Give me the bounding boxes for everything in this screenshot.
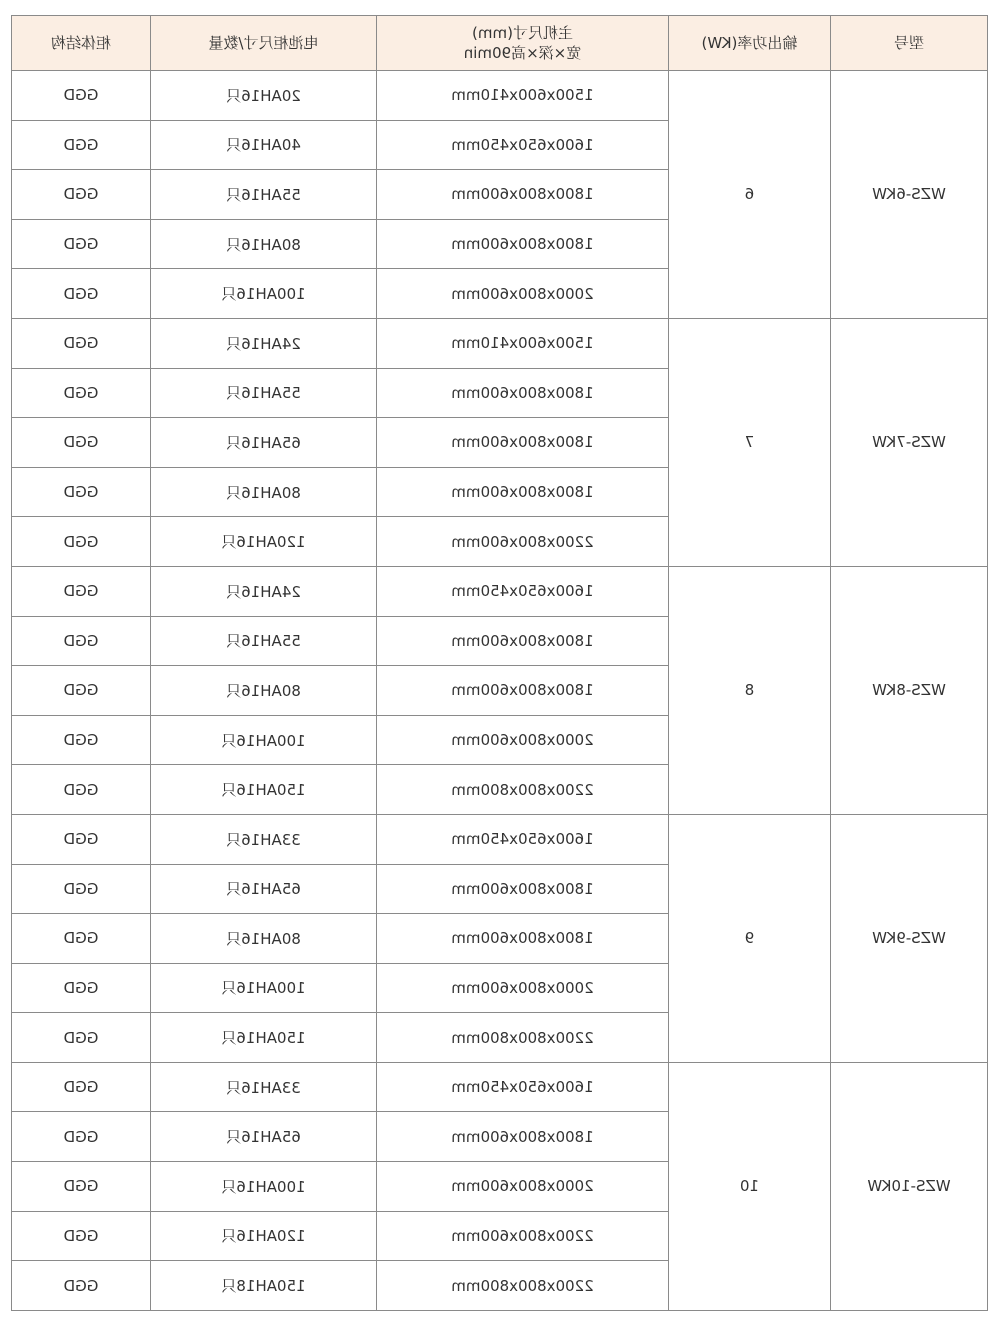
cabinet-cell: GGD [12, 715, 151, 765]
table-body [12, 71, 988, 1311]
cabinet-cell: GGD [12, 1162, 151, 1212]
battery-cell: 100AH16只 [151, 715, 377, 765]
battery-cell: 24AH16只 [151, 566, 377, 616]
power-cell: 7 [669, 318, 831, 566]
model-cell: WZS-10KW [831, 1062, 988, 1310]
host-size-cell: 2200x800x600mm [377, 517, 669, 567]
battery-cell: 55AH16只 [151, 368, 377, 418]
model-cell: WZS-9KW [831, 814, 988, 1062]
host-size-cell: 2000x800x600mm [377, 963, 669, 1013]
battery-cell: 150AH18只 [151, 1261, 377, 1311]
battery-cell: 65AH16只 [151, 1112, 377, 1162]
host-size-cell: 1800x800x600mm [377, 170, 669, 220]
table-row [12, 1062, 988, 1112]
host-size-cell: 1800x800x600mm [377, 914, 669, 964]
cabinet-cell: GGD [12, 1013, 151, 1063]
host-size-cell: 1600x650x450mm [377, 120, 669, 170]
table-row [12, 566, 988, 616]
host-size-cell: 2200x800x800mm [377, 1261, 669, 1311]
header-host-size [377, 16, 669, 71]
host-size-cell: 1800x800x600mm [377, 418, 669, 468]
host-size-cell: 1800x800x600mm [377, 467, 669, 517]
battery-cell: 55AH16只 [151, 170, 377, 220]
host-size-cell: 1500x600x410mm [377, 71, 669, 121]
cabinet-cell: GGD [12, 666, 151, 716]
cabinet-cell: GGD [12, 368, 151, 418]
battery-cell: 80AH16只 [151, 914, 377, 964]
header-cabinet: 柜体结构 [12, 16, 151, 71]
spec-table [11, 15, 988, 1311]
cabinet-cell: GGD [12, 765, 151, 815]
battery-cell: 33AH16只 [151, 1062, 377, 1112]
cabinet-cell: GGD [12, 120, 151, 170]
power-cell: 8 [669, 566, 831, 814]
host-size-cell: 1600x650x450mm [377, 566, 669, 616]
battery-cell: 100AH16只 [151, 1162, 377, 1212]
host-size-cell: 1800x800x600mm [377, 1112, 669, 1162]
cabinet-cell: GGD [12, 1112, 151, 1162]
battery-cell: 40AH16只 [151, 120, 377, 170]
host-size-cell: 2000x800x600mm [377, 1162, 669, 1212]
battery-cell: 20AH16只 [151, 71, 377, 121]
cabinet-cell: GGD [12, 1211, 151, 1261]
host-size-cell: 1800x800x600mm [377, 666, 669, 716]
cabinet-cell: GGD [12, 566, 151, 616]
header-row [12, 16, 988, 71]
host-size-cell: 1800x800x600mm [377, 219, 669, 269]
spec-sheet-mirrored [12, 15, 988, 1311]
header-host-line2: 宽×深×高90min [463, 44, 582, 62]
battery-cell: 80AH16只 [151, 219, 377, 269]
battery-cell: 120AH16只 [151, 1211, 377, 1261]
battery-cell: 65AH16只 [151, 864, 377, 914]
host-size-cell: 1600x650x450mm [377, 814, 669, 864]
cabinet-cell: GGD [12, 914, 151, 964]
header-battery: 电池柜尺寸/数量 [151, 16, 377, 71]
cabinet-cell: GGD [12, 219, 151, 269]
cabinet-cell: GGD [12, 1062, 151, 1112]
table-row [12, 318, 988, 368]
cabinet-cell: GGD [12, 963, 151, 1013]
battery-cell: 80AH16只 [151, 467, 377, 517]
host-size-cell: 2000x800x600mm [377, 715, 669, 765]
cabinet-cell: GGD [12, 318, 151, 368]
cabinet-cell: GGD [12, 71, 151, 121]
battery-cell: 150AH16只 [151, 1013, 377, 1063]
model-cell: WZS-7KW [831, 318, 988, 566]
cabinet-cell: GGD [12, 864, 151, 914]
cabinet-cell: GGD [12, 170, 151, 220]
power-cell: 10 [669, 1062, 831, 1310]
battery-cell: 100AH16只 [151, 269, 377, 319]
battery-cell: 33AH16只 [151, 814, 377, 864]
cabinet-cell: GGD [12, 269, 151, 319]
battery-cell: 24AH16只 [151, 318, 377, 368]
header-host-line1: 主机尺寸(mm) [472, 24, 573, 42]
host-size-cell: 2000x800x600mm [377, 269, 669, 319]
battery-cell: 100AH16只 [151, 963, 377, 1013]
cabinet-cell: GGD [12, 418, 151, 468]
power-cell: 9 [669, 814, 831, 1062]
header-model: 型号 [831, 16, 988, 71]
host-size-cell: 1800x800x600mm [377, 616, 669, 666]
battery-cell: 80AH16只 [151, 666, 377, 716]
cabinet-cell: GGD [12, 616, 151, 666]
cabinet-cell: GGD [12, 467, 151, 517]
battery-cell: 120AH16只 [151, 517, 377, 567]
host-size-cell: 1600x650x450mm [377, 1062, 669, 1112]
cabinet-cell: GGD [12, 814, 151, 864]
host-size-cell: 2200x800x800mm [377, 765, 669, 815]
model-cell: WZS-6KW [831, 71, 988, 319]
host-size-cell: 1800x800x600mm [377, 368, 669, 418]
host-size-cell: 1500x600x410mm [377, 318, 669, 368]
host-size-cell: 2200x800x600mm [377, 1211, 669, 1261]
host-size-cell: 1800x800x600mm [377, 864, 669, 914]
battery-cell: 65AH16只 [151, 418, 377, 468]
model-cell: WZS-8KW [831, 566, 988, 814]
battery-cell: 55AH16只 [151, 616, 377, 666]
battery-cell: 150AH16只 [151, 765, 377, 815]
table-row [12, 814, 988, 864]
header-power: 输出功率(KW) [669, 16, 831, 71]
power-cell: 6 [669, 71, 831, 319]
cabinet-cell: GGD [12, 517, 151, 567]
host-size-cell: 2200x800x800mm [377, 1013, 669, 1063]
cabinet-cell: GGD [12, 1261, 151, 1311]
table-row [12, 71, 988, 121]
